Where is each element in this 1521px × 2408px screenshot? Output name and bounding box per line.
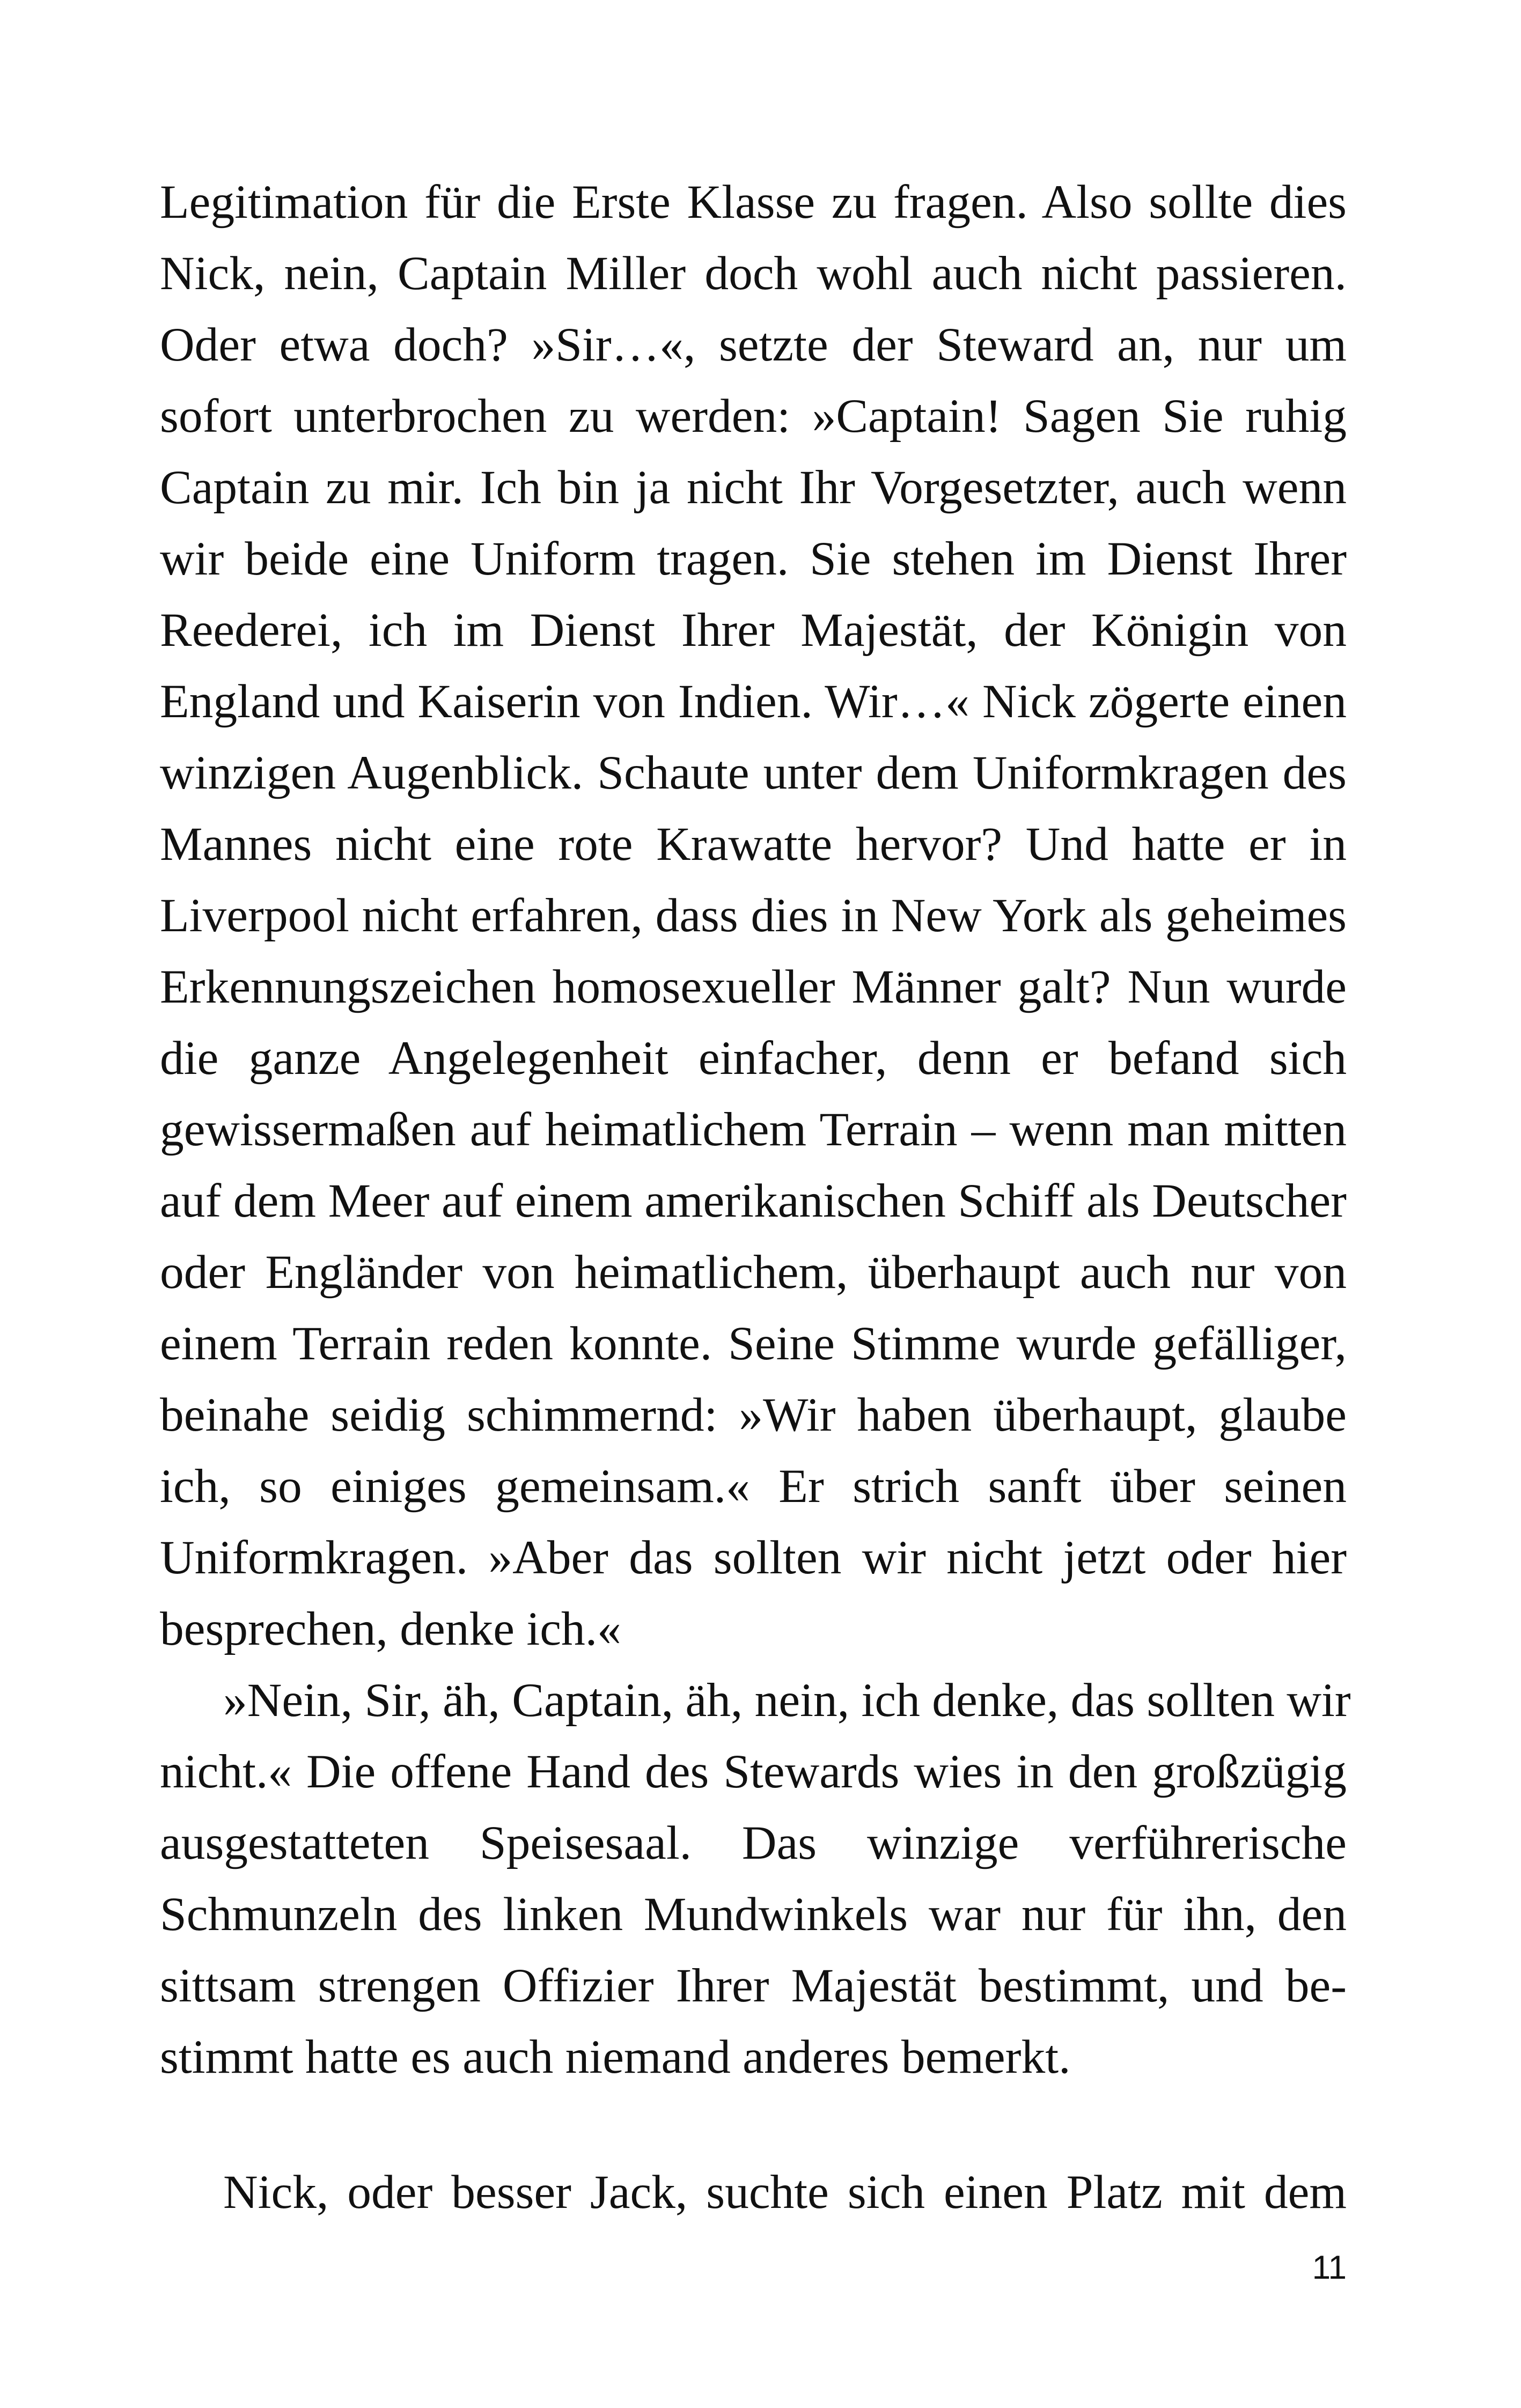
text-line: oder Engländer von heimatlichem, überhaupt auch nur von (160, 1246, 1347, 1299)
text-line: Liverpool nicht erfahren, dass dies in New York als geheimes (160, 889, 1347, 942)
text-line: winzigen Augenblick. Schaute unter dem Uniformkragen des (160, 746, 1347, 799)
text-line: besprechen, denke ich.« (160, 1602, 621, 1655)
text-line: Nick, nein, Captain Miller doch wohl auch nicht passieren. (160, 247, 1347, 300)
text-line: nicht.« Die offene Hand des Stewards wies in den großzügig (160, 1745, 1347, 1798)
page-number: 11 (1312, 2249, 1347, 2286)
text-line: einem Terrain reden konnte. Seine Stimme wurde gefälliger, (160, 1317, 1347, 1370)
text-line: England und Kaiserin von Indien. Wir…« Nick zögerte einen (160, 675, 1347, 728)
text-line: wir beide eine Uniform tragen. Sie stehen im Dienst Ihrer (160, 532, 1347, 585)
text-line: sofort unterbrochen zu werden: »Captain! Sagen Sie ruhig (160, 389, 1347, 443)
text-line: beinahe seidig schimmernd: »Wir haben überhaupt, glaube (160, 1388, 1347, 1441)
text-line: sittsam strengen Offizier Ihrer Majestät bestimmt, und be- (160, 1959, 1347, 2012)
text-line: Erkennungszeichen homosexueller Männer galt? Nun wurde (160, 960, 1347, 1013)
text-line: ich, so einiges gemeinsam.« Er strich sanft über seinen (160, 1460, 1347, 1513)
text-line: Schmunzeln des linken Mundwinkels war nur für ihn, den (160, 1888, 1347, 1941)
text-line: Reederei, ich im Dienst Ihrer Majestät, der Königin von (160, 603, 1347, 657)
text-line: gewissermaßen auf heimatlichem Terrain – wenn man mitten (160, 1103, 1347, 1156)
text-line: Oder etwa doch? »Sir…«, setzte der Steward an, nur um (160, 318, 1347, 371)
text-line: auf dem Meer auf einem amerikanischen Schiff als Deutscher (160, 1174, 1347, 1227)
text-line: Legitimation für die Erste Klasse zu fragen. Also sollte dies (160, 175, 1347, 229)
text-line: Uniformkragen. »Aber das sollten wir nicht jetzt oder hier (160, 1531, 1347, 1584)
text-line: Captain zu mir. Ich bin ja nicht Ihr Vorgesetzter, auch wenn (160, 461, 1347, 514)
text-line: ausgestatteten Speisesaal. Das winzige verführerische (160, 1816, 1347, 1869)
text-line: stimmt hatte es auch niemand anderes bemerkt. (160, 2030, 1071, 2083)
text-line: Nick, oder besser Jack, suchte sich einen Platz mit dem (223, 2166, 1347, 2219)
text-line: Mannes nicht eine rote Krawatte hervor? Und hatte er in (160, 818, 1347, 871)
text-line: »Nein, Sir, äh, Captain, äh, nein, ich denke, das sollten wir (223, 1674, 1351, 1727)
text-line: die ganze Angelegenheit einfacher, denn er befand sich (160, 1032, 1347, 1085)
